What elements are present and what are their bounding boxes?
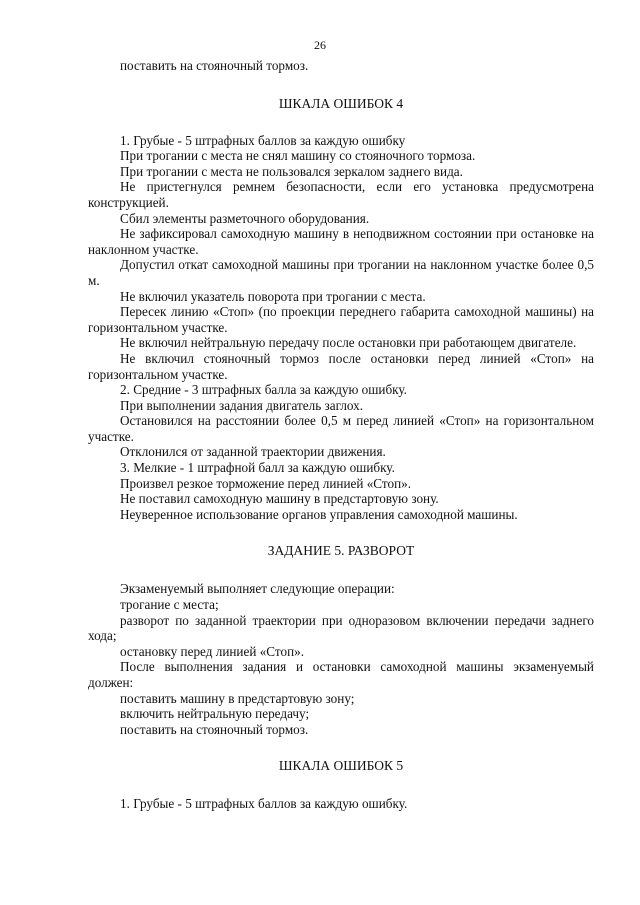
page-number: 26 bbox=[314, 38, 326, 52]
paragraph: Пересек линию «Стоп» (по проекции переднего габарита самоходной машины) на горизонтальном участке. bbox=[88, 304, 594, 335]
paragraph: При трогании с места не пользовался зеркалом заднего вида. bbox=[120, 163, 463, 179]
paragraph: 1. Грубые - 5 штрафных баллов за каждую ошибку. bbox=[120, 796, 408, 812]
heading-error-scale-5: ШКАЛА ОШИБОК 5 bbox=[278, 758, 404, 774]
paragraph: Отклонился от заданной траектории движения. bbox=[120, 444, 386, 460]
paragraph: Не поставил самоходную машину в предстартовую зону. bbox=[120, 491, 439, 507]
paragraph: разворот по заданной траектории при одноразовом включении передачи заднего хода; bbox=[88, 612, 594, 644]
heading-error-scale-4: ШКАЛА ОШИБОК 4 bbox=[278, 95, 404, 111]
paragraph: При трогании с места не снял машину со стояночного тормоза. bbox=[120, 148, 476, 164]
paragraph: Экзаменуемый выполняет следующие операции: bbox=[120, 581, 395, 597]
paragraph: поставить машину в предстартовую зону; bbox=[120, 690, 355, 706]
paragraph: 3. Мелкие - 1 штрафной балл за каждую ошибку. bbox=[120, 460, 395, 476]
paragraph: Произвел резкое торможение перед линией «Стоп». bbox=[120, 475, 412, 491]
page-content bbox=[88, 58, 594, 812]
paragraph: поставить на стояночный тормоз. bbox=[120, 721, 309, 737]
paragraph: трогание с места; bbox=[120, 597, 219, 613]
paragraph: остановку перед линией «Стоп». bbox=[120, 643, 305, 659]
paragraph: После выполнения задания и остановки самоходной машины экзаменуемый должен: bbox=[88, 659, 594, 690]
paragraph-continuation: поставить на стояночный тормоз. bbox=[120, 58, 309, 73]
paragraph: Не включил стояночный тормоз после остановки перед линией «Стоп» на горизонтальном участке. bbox=[88, 350, 594, 382]
paragraph: При выполнении задания двигатель заглох. bbox=[120, 397, 364, 413]
paragraph: включить нейтральную передачу; bbox=[120, 706, 310, 722]
paragraph: Не включил указатель поворота при трогании с места. bbox=[120, 288, 426, 304]
paragraph: Сбил элементы разметочного оборудования. bbox=[120, 210, 370, 226]
paragraph: Не включил нейтральную передачу после остановки при работающем двигателе. bbox=[120, 335, 577, 351]
heading-task-5: ЗАДАНИЕ 5. РАЗВОРОТ bbox=[267, 543, 415, 559]
paragraph: Неуверенное использование органов управления самоходной машины. bbox=[120, 506, 518, 522]
paragraph: 2. Средние - 3 штрафных балла за каждую ошибку. bbox=[120, 382, 407, 398]
paragraph: Не пристегнулся ремнем безопасности, если его установка предусмотрена конструкцией. bbox=[88, 179, 594, 210]
paragraph: Остановился на расстоянии более 0,5 м перед линией «Стоп» на горизонтальном участке. bbox=[88, 413, 594, 444]
paragraph: Допустил откат самоходной машины при трогании на наклонном участке более 0,5 м. bbox=[88, 257, 594, 288]
paragraph: Не зафиксировал самоходную машину в неподвижном состоянии при остановке на наклонном участке. bbox=[88, 226, 594, 257]
paragraph: 1. Грубые - 5 штрафных баллов за каждую ошибку bbox=[120, 132, 406, 148]
